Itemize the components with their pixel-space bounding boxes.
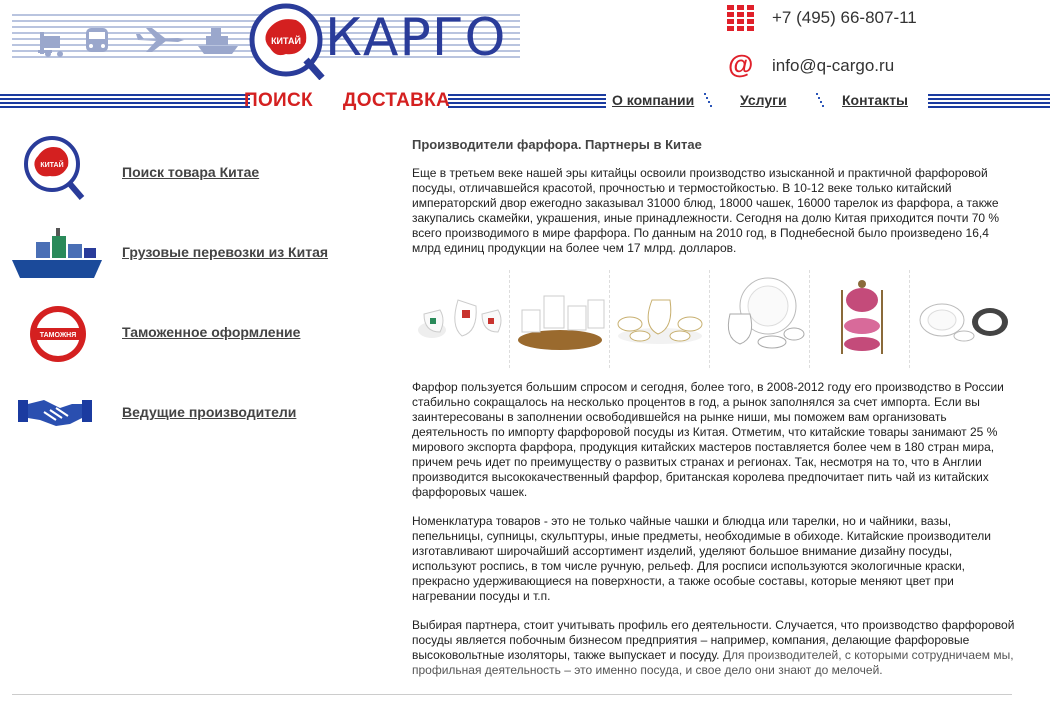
teaset-white-gold-icon: [612, 270, 710, 368]
main-content: [412, 137, 1016, 692]
partner-paragraph: [412, 618, 1016, 678]
footer-divider: [12, 694, 1012, 695]
contacts-block: [724, 0, 1044, 90]
sidebar-item-label[interactable]: Таможенное оформление: [122, 324, 301, 340]
nav-link-contacts[interactable]: Контакты: [842, 92, 909, 108]
phone-number[interactable]: +7 (495) 66-807-11: [772, 8, 917, 27]
partner-text: Выбирая партнера, стоит учитывать профиль его деятельности. Случается, что производство фарфоровой посуды является побочным бизнесом предприятия – например, компания, делающие фарфоровые высоковольтные изоляторы, также выпускает и посуду.: [412, 618, 1015, 662]
cargo-ship-icon: [10, 220, 106, 290]
white-cups-tray-icon: [512, 270, 610, 368]
sidebar-item-customs[interactable]: [10, 300, 390, 370]
gallery-image: [712, 270, 810, 368]
plates-stack-icon: [912, 270, 1010, 368]
customs-sign-text: ТАМОЖНЯ: [39, 332, 77, 339]
gallery-image: [412, 270, 510, 368]
dinner-set-white-icon: [712, 270, 810, 368]
train-icon: [86, 28, 108, 52]
forklift-icon: [38, 32, 63, 57]
nav-stripes-mid: [448, 94, 606, 108]
partner-text-muted: Для производителей, с которыми сотрудничаем мы, профильная деятельность – это именно посуда, и свое дело они знают до мелочей.: [412, 648, 1014, 677]
nav-stripes-right: [928, 94, 1050, 108]
at-sign-icon: @: [728, 49, 754, 79]
nav-bar: [0, 90, 1050, 112]
transport-icons: [38, 22, 248, 58]
keypad-icon: [727, 5, 757, 31]
sidebar-item-manufacturers[interactable]: [10, 380, 390, 450]
porcelain-gallery: [412, 270, 1016, 370]
logo-q-badge: [248, 2, 326, 80]
ship-icon: [198, 28, 238, 54]
assortment-paragraph: Номенклатура товаров - это не только чайные чашки и блюдца или тарелки, но и чайники, вазы, пепельницы, супницы, скульптуры, иные предметы, необходимые в обиходе. Китайские производители изготавливают широчайший ассортимент изделий, уделяют большое внимание дизайну посуды, используют роспись, в том числе ручную, рельеф. Для росписи используются экологичные краски, прекрасно удерживающиеся на поверхности, а также особые составы, которые меняют цвет при нагревании посуды и т.п.: [412, 514, 991, 603]
tagline: [244, 90, 450, 112]
market-paragraph: Фарфор пользуется большим спросом и сегодня, более того, в 2008-2012 году его производство в России стабильно сокращалось на несколько процентов в год, а рынок заполнялся за счет импорта. Если вы заинтересованы в заполнении освободившейся на рынке ниши, мы поможем вам организовать деятельность по импорту фарфоровой посуды из Китая. Отметим, что китайские товары занимают 25 % мирового экспорта фарфора, продукция китайских мастеров поставляется более чем в 180 стран мира, причем речь идет по преимуществу о развитых странах и регионах. Так, несмотря на то, что в Англии производится высококачественный фарфор, британская королева предпочитает пить чай из китайских фарфоровых чашек.: [412, 380, 1004, 499]
gallery-image: [612, 270, 710, 368]
email-link[interactable]: info@q-cargo.ru: [772, 56, 895, 75]
sidebar-item-search[interactable]: [10, 130, 390, 200]
tagline-search: ПОИСК: [244, 90, 313, 111]
page-title: Производители фарфора. Партнеры в Китае: [412, 137, 702, 152]
logo-badge-text: КИТАЙ: [271, 36, 301, 46]
airplane-icon: [136, 28, 184, 52]
gallery-image: [512, 270, 610, 368]
teapot-stand-floral-icon: [812, 270, 910, 368]
customs-sign-icon: [10, 300, 106, 370]
sidebar: [0, 130, 400, 450]
tagline-delivery: ДОСТАВКА: [342, 90, 451, 111]
handshake-icon: [10, 380, 106, 450]
nav-separator-icon: [816, 93, 828, 107]
gallery-image: [912, 270, 1010, 368]
nav-link-services[interactable]: Услуги: [740, 92, 787, 108]
site-header: [0, 0, 1050, 112]
nav-separator-icon: [704, 93, 716, 107]
nav-link-about[interactable]: О компании: [612, 92, 695, 108]
logo-wordmark: КАРГО: [325, 8, 507, 68]
sidebar-item-label[interactable]: Поиск товара Китае: [122, 164, 260, 180]
teaset-red-pattern-icon: [412, 270, 510, 368]
gallery-image: [812, 270, 910, 368]
sidebar-item-label[interactable]: Ведущие производители: [122, 404, 297, 420]
magnifier-china-icon: [10, 130, 106, 200]
nav-stripes-left: [0, 94, 250, 108]
sidebar-item-cargo[interactable]: [10, 220, 390, 290]
intro-paragraph: Еще в третьем веке нашей эры китайцы освоили производство изысканной и практичной фарфоровой посуды, отличавшейся красотой, прочностью и термостойкостью. В 10-12 веке только китайский императорский двор ежегодно заказывал 31000 блюд, 18000 чашек, 16000 тарелок из фарфора, а также закупались скамейки, украшения, иные принадлежности. Сегодня на долю Китая приходится почти 70 % всего производимого в мире фарфора. По данным на 2010 год, в Поднебесной было произведено 16,4 млрд единиц продукции на более чем 17 млрд. долларов.: [412, 166, 1000, 255]
sidebar-item-label[interactable]: Грузовые перевозки из Китая: [122, 244, 329, 260]
svg-text:КИТАЙ: КИТАЙ: [40, 162, 64, 169]
